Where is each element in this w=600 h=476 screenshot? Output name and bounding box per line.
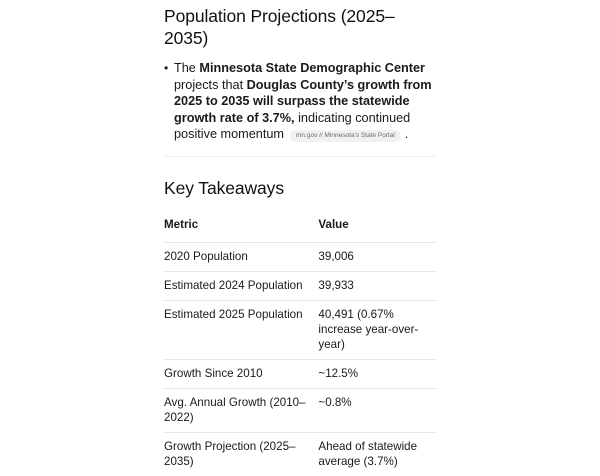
source-citation-chip[interactable]: mn.gov // Minnesota's State Portal	[290, 130, 401, 142]
cell-value: ~12.5%	[318, 359, 436, 388]
table-row	[164, 242, 436, 271]
section-divider	[164, 156, 436, 157]
bullet-text-claim: Douglas County’s growth from 2025 to 2035 will surpass the statewide growth rate of 3.7%,	[174, 77, 432, 125]
cell-value: Ahead of statewide average (3.7%)	[318, 439, 418, 468]
bullet-text	[174, 60, 436, 143]
cell-metric: Growth Since 2010	[164, 359, 318, 388]
cell-value: 39,933	[318, 271, 436, 300]
cell-metric: Estimated 2025 Population	[164, 300, 318, 359]
table-row	[164, 300, 436, 359]
key-takeaways-table	[164, 212, 436, 476]
table-row	[164, 359, 436, 388]
bullet-text-agency: Minnesota State Demographic Center	[199, 61, 425, 75]
cell-metric: 2020 Population	[164, 242, 318, 271]
cell-metric: Estimated 2024 Population	[164, 271, 318, 300]
bullet-text-ending: .	[404, 127, 409, 141]
cell-metric: Growth Projection (2025–2035)	[164, 439, 296, 468]
cell-value: 39,006	[318, 242, 436, 271]
cell-value: 40,491 (0.67% increase year-over-year)	[318, 300, 436, 359]
table-row	[164, 432, 436, 476]
column-header-metric: Metric	[164, 212, 318, 243]
cell-value: ~0.8%	[318, 388, 436, 432]
bullet-text-intro: The	[174, 61, 200, 75]
table-row	[164, 271, 436, 300]
bullet-text-middle: projects that	[174, 77, 247, 92]
bullet-item	[164, 60, 436, 143]
answer-content	[164, 0, 436, 476]
column-header-value: Value	[318, 212, 436, 243]
bullet-marker: •	[164, 61, 169, 75]
section-heading-takeaways: Key Takeaways	[164, 177, 284, 198]
bullet-text-conclusion: indicating continued positive momentum	[174, 110, 411, 141]
table-header-row	[164, 212, 436, 243]
cell-metric: Avg. Annual Growth (2010–2022)	[164, 388, 318, 432]
section-heading-projections: Population Projections (2025–2035)	[164, 6, 395, 48]
table-row	[164, 388, 436, 432]
